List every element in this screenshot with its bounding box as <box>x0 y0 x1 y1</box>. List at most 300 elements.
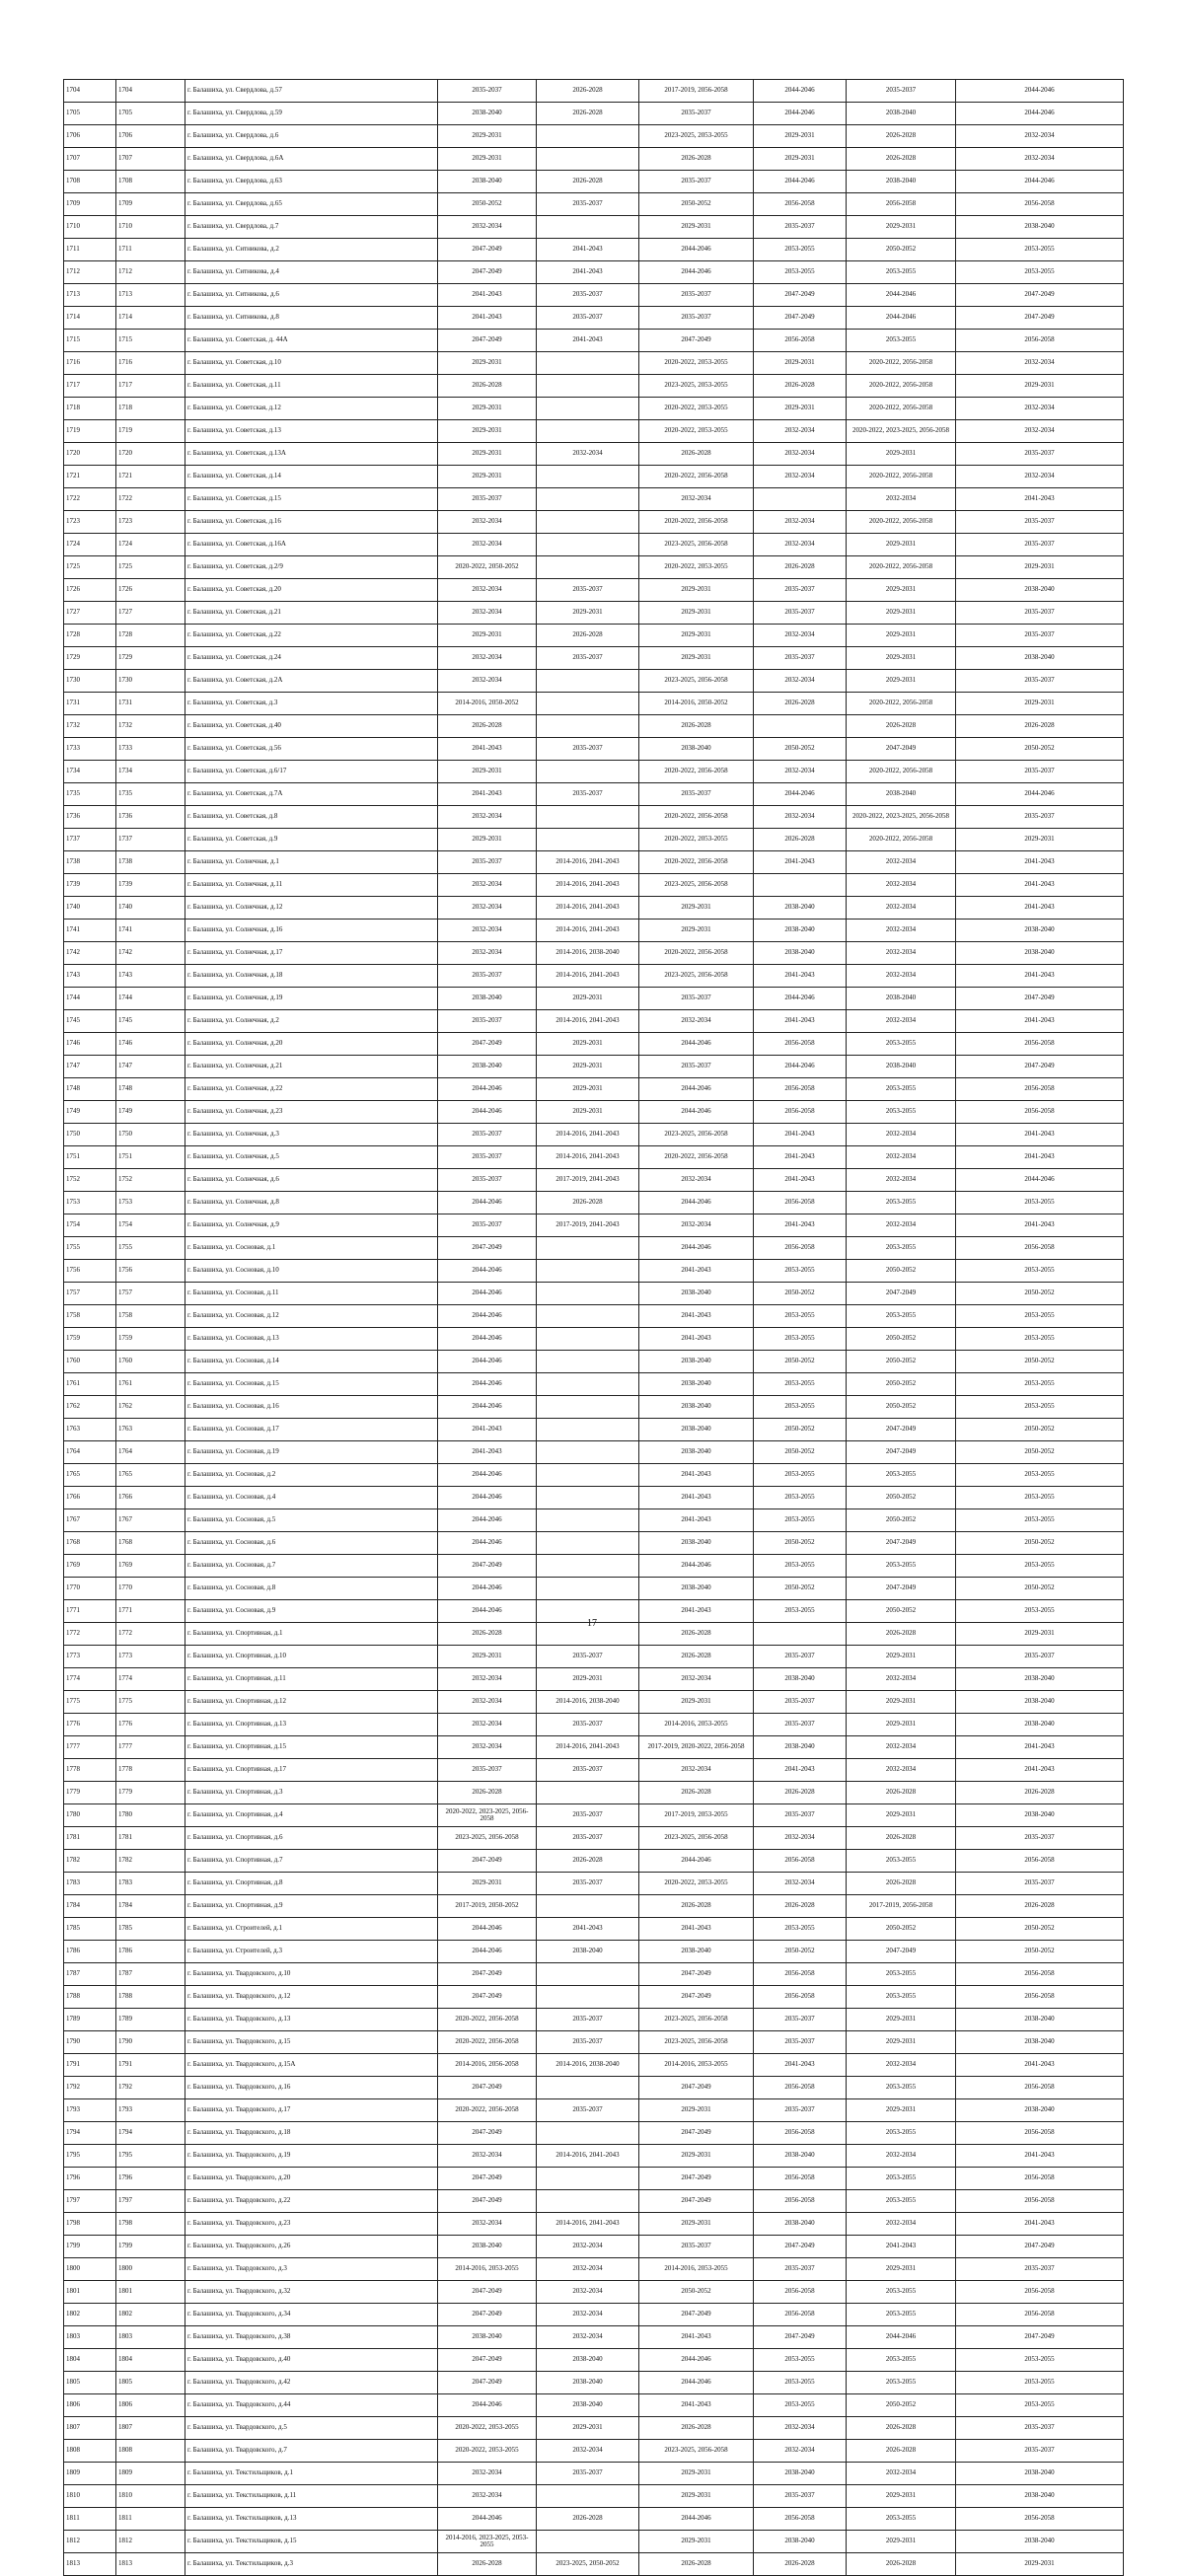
row-number-cell: 1749 <box>64 1101 116 1124</box>
address-cell: г. Балашиха, ул. Сосновая, д.16 <box>185 1396 438 1419</box>
period-cell-6: 2035-2037 <box>956 1873 1124 1895</box>
period-cell-6: 2056-2058 <box>956 2304 1124 2326</box>
period-cell-2: 2029-2031 <box>537 1078 639 1101</box>
period-cell-6: 2047-2049 <box>956 307 1124 330</box>
period-cell-5: 2053-2055 <box>847 2122 956 2145</box>
period-cell-6: 2053-2055 <box>956 1305 1124 1328</box>
period-cell-4: 2050-2052 <box>754 1578 847 1600</box>
period-cell-2 <box>537 1441 639 1464</box>
period-cell-2: 2035-2037 <box>537 2463 639 2485</box>
period-cell-3: 2029-2031 <box>639 920 754 942</box>
period-cell-1: 2047-2049 <box>438 2077 537 2099</box>
period-cell-1: 2047-2049 <box>438 1986 537 2009</box>
period-cell-4: 2035-2037 <box>754 2485 847 2508</box>
period-cell-2 <box>537 2077 639 2099</box>
period-cell-6: 2035-2037 <box>956 602 1124 625</box>
period-cell-3: 2029-2031 <box>639 2145 754 2168</box>
row-number-cell: 1738 <box>64 851 116 874</box>
period-cell-6: 2041-2043 <box>956 1759 1124 1782</box>
building-id-cell: 1769 <box>116 1555 185 1578</box>
row-number-cell: 1756 <box>64 1260 116 1283</box>
building-id-cell: 1751 <box>116 1146 185 1169</box>
period-cell-2: 2035-2037 <box>537 579 639 602</box>
table-row <box>64 2304 1124 2326</box>
row-number-cell: 1795 <box>64 2145 116 2168</box>
period-cell-3: 2020-2022, 2053-2055 <box>639 352 754 375</box>
address-cell: г. Балашиха, ул. Свердлова, д.59 <box>185 103 438 125</box>
period-cell-5: 2053-2055 <box>847 2372 956 2394</box>
address-cell: г. Балашиха, ул. Твардовского, д.18 <box>185 2122 438 2145</box>
period-cell-5: 2053-2055 <box>847 1555 956 1578</box>
address-cell: г. Балашиха, ул. Сосновая, д.8 <box>185 1578 438 1600</box>
period-cell-1: 2032-2034 <box>438 920 537 942</box>
period-cell-3: 2023-2025, 2056-2058 <box>639 2009 754 2031</box>
period-cell-3: 2029-2031 <box>639 625 754 647</box>
period-cell-1: 2035-2037 <box>438 1010 537 1033</box>
period-cell-2: 2035-2037 <box>537 1827 639 1850</box>
period-cell-5: 2044-2046 <box>847 307 956 330</box>
table-row <box>64 1509 1124 1532</box>
building-id-cell: 1772 <box>116 1623 185 1646</box>
table-row <box>64 239 1124 261</box>
period-cell-2 <box>537 761 639 783</box>
building-id-cell: 1756 <box>116 1260 185 1283</box>
period-cell-4: 2032-2034 <box>754 443 847 466</box>
period-cell-5: 2029-2031 <box>847 2009 956 2031</box>
period-cell-1: 2026-2028 <box>438 1782 537 1804</box>
period-cell-3: 2044-2046 <box>639 1850 754 1873</box>
building-id-cell: 1724 <box>116 534 185 556</box>
period-cell-1: 2029-2031 <box>438 398 537 420</box>
period-cell-1: 2044-2046 <box>438 1578 537 1600</box>
table-row <box>64 2054 1124 2077</box>
period-cell-3: 2044-2046 <box>639 2508 754 2531</box>
period-cell-1: 2032-2034 <box>438 1736 537 1759</box>
table-row <box>64 1056 1124 1078</box>
period-cell-1: 2032-2034 <box>438 806 537 829</box>
period-cell-3: 2020-2022, 2056-2058 <box>639 942 754 965</box>
period-cell-1: 2032-2034 <box>438 511 537 534</box>
table-row <box>64 443 1124 466</box>
building-id-cell: 1757 <box>116 1283 185 1305</box>
period-cell-4: 2056-2058 <box>754 1850 847 1873</box>
table-row <box>64 1578 1124 1600</box>
building-id-cell: 1758 <box>116 1305 185 1328</box>
period-cell-1: 2017-2019, 2050-2052 <box>438 1895 537 1918</box>
period-cell-4: 2038-2040 <box>754 2145 847 2168</box>
period-cell-6: 2029-2031 <box>956 556 1124 579</box>
period-cell-3: 2041-2043 <box>639 1464 754 1487</box>
period-cell-2 <box>537 1237 639 1260</box>
period-cell-1: 2035-2037 <box>438 1124 537 1146</box>
period-cell-6: 2029-2031 <box>956 375 1124 398</box>
row-number-cell: 1770 <box>64 1578 116 1600</box>
period-cell-2: 2026-2028 <box>537 1192 639 1214</box>
period-cell-2: 2035-2037 <box>537 783 639 806</box>
table-row <box>64 1260 1124 1283</box>
period-cell-6: 2050-2052 <box>956 1441 1124 1464</box>
period-cell-3: 2041-2043 <box>639 1487 754 1509</box>
period-cell-6: 2053-2055 <box>956 1555 1124 1578</box>
table-row <box>64 1714 1124 1736</box>
row-number-cell: 1782 <box>64 1850 116 1873</box>
period-cell-6: 2035-2037 <box>956 1827 1124 1850</box>
period-cell-5: 2041-2043 <box>847 2236 956 2258</box>
period-cell-2 <box>537 1487 639 1509</box>
period-cell-1: 2038-2040 <box>438 988 537 1010</box>
period-cell-3: 2020-2022, 2053-2055 <box>639 398 754 420</box>
period-cell-3: 2032-2034 <box>639 1214 754 1237</box>
period-cell-1: 2029-2031 <box>438 829 537 851</box>
period-cell-6: 2053-2055 <box>956 1260 1124 1283</box>
period-cell-4: 2050-2052 <box>754 1419 847 1441</box>
period-cell-1: 2044-2046 <box>438 1487 537 1509</box>
table-row <box>64 1804 1124 1827</box>
period-cell-6: 2035-2037 <box>956 806 1124 829</box>
period-cell-5: 2050-2052 <box>847 1487 956 1509</box>
period-cell-4: 2035-2037 <box>754 2099 847 2122</box>
period-cell-2 <box>537 1351 639 1373</box>
period-cell-5: 2053-2055 <box>847 1986 956 2009</box>
building-id-cell: 1765 <box>116 1464 185 1487</box>
row-number-cell: 1779 <box>64 1782 116 1804</box>
period-cell-6: 2032-2034 <box>956 420 1124 443</box>
period-cell-5: 2053-2055 <box>847 2281 956 2304</box>
row-number-cell: 1708 <box>64 171 116 193</box>
table-row <box>64 284 1124 307</box>
period-cell-5: 2056-2058 <box>847 193 956 216</box>
period-cell-5: 2047-2049 <box>847 1578 956 1600</box>
period-cell-5: 2032-2034 <box>847 965 956 988</box>
address-cell: г. Балашиха, ул. Советская, д. 44А <box>185 330 438 352</box>
table-row <box>64 534 1124 556</box>
address-cell: г. Балашиха, ул. Сосновая, д.10 <box>185 1260 438 1283</box>
period-cell-1: 2032-2034 <box>438 670 537 693</box>
period-cell-4: 2050-2052 <box>754 738 847 761</box>
period-cell-3: 2029-2031 <box>639 579 754 602</box>
period-cell-2 <box>537 715 639 738</box>
period-cell-4: 2035-2037 <box>754 1804 847 1827</box>
period-cell-4: 2050-2052 <box>754 1441 847 1464</box>
period-cell-2: 2014-2016, 2041-2043 <box>537 920 639 942</box>
period-cell-1: 2047-2049 <box>438 330 537 352</box>
address-cell: г. Балашиха, ул. Сосновая, д.19 <box>185 1441 438 1464</box>
table-row <box>64 874 1124 897</box>
address-cell: г. Балашиха, ул. Спортивная, д.8 <box>185 1873 438 1895</box>
period-cell-6: 2032-2034 <box>956 466 1124 488</box>
period-cell-2 <box>537 1782 639 1804</box>
period-cell-2: 2026-2028 <box>537 103 639 125</box>
table-row <box>64 2417 1124 2440</box>
period-cell-6: 2038-2040 <box>956 2009 1124 2031</box>
period-cell-1: 2047-2049 <box>438 2281 537 2304</box>
building-id-cell: 1794 <box>116 2122 185 2145</box>
period-cell-1: 2032-2034 <box>438 1691 537 1714</box>
period-cell-5: 2029-2031 <box>847 2531 956 2553</box>
address-cell: г. Балашиха, ул. Твардовского, д.32 <box>185 2281 438 2304</box>
building-id-cell: 1747 <box>116 1056 185 1078</box>
period-cell-3: 2050-2052 <box>639 193 754 216</box>
period-cell-2 <box>537 693 639 715</box>
period-cell-2: 2041-2043 <box>537 1918 639 1941</box>
period-cell-5: 2026-2028 <box>847 1623 956 1646</box>
building-id-cell: 1803 <box>116 2326 185 2349</box>
period-cell-1: 2044-2046 <box>438 1305 537 1328</box>
period-cell-3: 2023-2025, 2056-2058 <box>639 534 754 556</box>
period-cell-5: 2050-2052 <box>847 239 956 261</box>
period-cell-1: 2032-2034 <box>438 874 537 897</box>
period-cell-4: 2053-2055 <box>754 1600 847 1623</box>
period-cell-5: 2029-2031 <box>847 2099 956 2122</box>
table-row <box>64 693 1124 715</box>
period-cell-6: 2038-2040 <box>956 2463 1124 2485</box>
row-number-cell: 1765 <box>64 1464 116 1487</box>
period-cell-5: 2053-2055 <box>847 1237 956 1260</box>
building-id-cell: 1763 <box>116 1419 185 1441</box>
period-cell-1: 2029-2031 <box>438 420 537 443</box>
address-cell: г. Балашиха, ул. Свердлова, д.57 <box>185 80 438 103</box>
row-number-cell: 1712 <box>64 261 116 284</box>
period-cell-5: 2020-2022, 2056-2058 <box>847 829 956 851</box>
period-cell-2 <box>537 488 639 511</box>
building-id-cell: 1739 <box>116 874 185 897</box>
address-cell: г. Балашиха, ул. Советская, д.9 <box>185 829 438 851</box>
address-cell: г. Балашиха, ул. Солнечная, д.2 <box>185 1010 438 1033</box>
row-number-cell: 1733 <box>64 738 116 761</box>
period-cell-4: 2032-2034 <box>754 420 847 443</box>
address-cell: г. Балашиха, ул. Текстильщиков, д.15 <box>185 2531 438 2553</box>
period-cell-1: 2044-2046 <box>438 1918 537 1941</box>
period-cell-2 <box>537 1328 639 1351</box>
building-id-cell: 1766 <box>116 1487 185 1509</box>
period-cell-5: 2029-2031 <box>847 1714 956 1736</box>
period-cell-5: 2032-2034 <box>847 1668 956 1691</box>
period-cell-1: 2035-2037 <box>438 965 537 988</box>
period-cell-1: 2029-2031 <box>438 466 537 488</box>
address-cell: г. Балашиха, ул. Советская, д.7А <box>185 783 438 806</box>
period-cell-3: 2038-2040 <box>639 1532 754 1555</box>
building-id-cell: 1806 <box>116 2394 185 2417</box>
period-cell-4: 2047-2049 <box>754 307 847 330</box>
address-cell: г. Балашиха, ул. Советская, д.13 <box>185 420 438 443</box>
period-cell-1: 2047-2049 <box>438 1963 537 1986</box>
period-cell-1: 2029-2031 <box>438 761 537 783</box>
period-cell-4: 2041-2043 <box>754 1124 847 1146</box>
period-cell-4: 2044-2046 <box>754 171 847 193</box>
period-cell-2: 2035-2037 <box>537 284 639 307</box>
period-cell-4: 2056-2058 <box>754 2077 847 2099</box>
period-cell-6: 2056-2058 <box>956 1101 1124 1124</box>
building-id-cell: 1741 <box>116 920 185 942</box>
row-number-cell: 1809 <box>64 2463 116 2485</box>
period-cell-6: 2053-2055 <box>956 1509 1124 1532</box>
period-cell-3: 2017-2019, 2056-2058 <box>639 80 754 103</box>
building-id-cell: 1767 <box>116 1509 185 1532</box>
table-row <box>64 375 1124 398</box>
period-cell-5: 2050-2052 <box>847 2394 956 2417</box>
period-cell-3: 2014-2016, 2050-2052 <box>639 693 754 715</box>
period-cell-2: 2014-2016, 2038-2040 <box>537 2054 639 2077</box>
table-row <box>64 1782 1124 1804</box>
address-cell: г. Балашиха, ул. Текстильщиков, д.3 <box>185 2553 438 2576</box>
period-cell-1: 2041-2043 <box>438 1419 537 1441</box>
period-cell-6: 2056-2058 <box>956 2077 1124 2099</box>
period-cell-1: 2047-2049 <box>438 1033 537 1056</box>
period-cell-4: 2056-2058 <box>754 1033 847 1056</box>
period-cell-4: 2026-2028 <box>754 693 847 715</box>
period-cell-5: 2053-2055 <box>847 1963 956 1986</box>
period-cell-1: 2041-2043 <box>438 1441 537 1464</box>
table-row <box>64 171 1124 193</box>
period-cell-1: 2044-2046 <box>438 1283 537 1305</box>
row-number-cell: 1803 <box>64 2326 116 2349</box>
period-cell-3: 2029-2031 <box>639 2463 754 2485</box>
row-number-cell: 1705 <box>64 103 116 125</box>
period-cell-3: 2035-2037 <box>639 2236 754 2258</box>
row-number-cell: 1785 <box>64 1918 116 1941</box>
period-cell-3: 2029-2031 <box>639 216 754 239</box>
building-id-cell: 1713 <box>116 284 185 307</box>
period-cell-1: 2047-2049 <box>438 2190 537 2213</box>
period-cell-3: 2026-2028 <box>639 1895 754 1918</box>
row-number-cell: 1751 <box>64 1146 116 1169</box>
address-cell: г. Балашиха, ул. Солнечная, д.1 <box>185 851 438 874</box>
address-cell: г. Балашиха, ул. Твардовского, д.10 <box>185 1963 438 1986</box>
row-number-cell: 1807 <box>64 2417 116 2440</box>
building-id-cell: 1753 <box>116 1192 185 1214</box>
period-cell-4: 2032-2034 <box>754 1873 847 1895</box>
table-row <box>64 851 1124 874</box>
period-cell-2: 2029-2031 <box>537 2417 639 2440</box>
address-cell: г. Балашиха, ул. Советская, д.16А <box>185 534 438 556</box>
period-cell-6: 2038-2040 <box>956 942 1124 965</box>
period-cell-1: 2041-2043 <box>438 783 537 806</box>
period-cell-5: 2050-2052 <box>847 1373 956 1396</box>
period-cell-1: 2041-2043 <box>438 284 537 307</box>
period-cell-2: 2035-2037 <box>537 1804 639 1827</box>
row-number-cell: 1709 <box>64 193 116 216</box>
table-row <box>64 1033 1124 1056</box>
period-cell-3: 2044-2046 <box>639 1033 754 1056</box>
period-cell-5: 2050-2052 <box>847 1328 956 1351</box>
period-cell-5: 2029-2031 <box>847 443 956 466</box>
row-number-cell: 1755 <box>64 1237 116 1260</box>
period-cell-1: 2038-2040 <box>438 103 537 125</box>
period-cell-3: 2026-2028 <box>639 1782 754 1804</box>
period-cell-5: 2053-2055 <box>847 1850 956 1873</box>
building-id-cell: 1744 <box>116 988 185 1010</box>
period-cell-5: 2029-2031 <box>847 2258 956 2281</box>
period-cell-1: 2020-2022, 2053-2055 <box>438 2417 537 2440</box>
building-id-cell: 1764 <box>116 1441 185 1464</box>
period-cell-2: 2041-2043 <box>537 239 639 261</box>
period-cell-3: 2029-2031 <box>639 2485 754 2508</box>
building-id-cell: 1807 <box>116 2417 185 2440</box>
building-id-cell: 1736 <box>116 806 185 829</box>
period-cell-4: 2050-2052 <box>754 1532 847 1555</box>
address-cell: г. Балашиха, ул. Твардовского, д.15А <box>185 2054 438 2077</box>
building-id-cell: 1760 <box>116 1351 185 1373</box>
period-cell-6: 2026-2028 <box>956 715 1124 738</box>
address-cell: г. Балашиха, ул. Солнечная, д.8 <box>185 1192 438 1214</box>
period-cell-4: 2029-2031 <box>754 398 847 420</box>
page-number: 17 <box>587 1618 597 1629</box>
period-cell-4: 2035-2037 <box>754 1646 847 1668</box>
table-row <box>64 398 1124 420</box>
period-cell-4: 2032-2034 <box>754 2417 847 2440</box>
building-id-cell: 1771 <box>116 1600 185 1623</box>
period-cell-1: 2032-2034 <box>438 2213 537 2236</box>
period-cell-4 <box>754 874 847 897</box>
building-id-cell: 1749 <box>116 1101 185 1124</box>
period-cell-3: 2020-2022, 2056-2058 <box>639 806 754 829</box>
period-cell-2 <box>537 534 639 556</box>
period-cell-4: 2056-2058 <box>754 2168 847 2190</box>
table-row <box>64 988 1124 1010</box>
row-number-cell: 1806 <box>64 2394 116 2417</box>
period-cell-6: 2044-2046 <box>956 103 1124 125</box>
period-cell-5: 2032-2034 <box>847 1759 956 1782</box>
building-id-cell: 1746 <box>116 1033 185 1056</box>
period-cell-3: 2026-2028 <box>639 715 754 738</box>
period-cell-3: 2023-2025, 2056-2058 <box>639 874 754 897</box>
building-id-cell: 1759 <box>116 1328 185 1351</box>
row-number-cell: 1720 <box>64 443 116 466</box>
period-cell-1: 2029-2031 <box>438 1646 537 1668</box>
address-cell: г. Балашиха, ул. Солнечная, д.22 <box>185 1078 438 1101</box>
period-cell-1: 2020-2022, 2056-2058 <box>438 2009 537 2031</box>
period-cell-4: 2056-2058 <box>754 2281 847 2304</box>
period-cell-2: 2035-2037 <box>537 1714 639 1736</box>
row-number-cell: 1796 <box>64 2168 116 2190</box>
row-number-cell: 1772 <box>64 1623 116 1646</box>
period-cell-1: 2029-2031 <box>438 125 537 148</box>
building-id-cell: 1731 <box>116 693 185 715</box>
row-number-cell: 1717 <box>64 375 116 398</box>
address-cell: г. Балашиха, ул. Спортивная, д.4 <box>185 1804 438 1827</box>
period-cell-5: 2053-2055 <box>847 1078 956 1101</box>
building-id-cell: 1754 <box>116 1214 185 1237</box>
period-cell-3: 2044-2046 <box>639 2349 754 2372</box>
row-number-cell: 1771 <box>64 1600 116 1623</box>
period-cell-6: 2056-2058 <box>956 1986 1124 2009</box>
period-cell-3: 2029-2031 <box>639 2099 754 2122</box>
period-cell-3: 2044-2046 <box>639 1237 754 1260</box>
row-number-cell: 1716 <box>64 352 116 375</box>
period-cell-3: 2047-2049 <box>639 1963 754 1986</box>
building-id-cell: 1811 <box>116 2508 185 2531</box>
period-cell-3: 2020-2022, 2056-2058 <box>639 851 754 874</box>
period-cell-4: 2041-2043 <box>754 2054 847 2077</box>
address-cell: г. Балашиха, ул. Спортивная, д.9 <box>185 1895 438 1918</box>
table-row <box>64 466 1124 488</box>
table-row <box>64 1464 1124 1487</box>
period-cell-5: 2029-2031 <box>847 2485 956 2508</box>
row-number-cell: 1732 <box>64 715 116 738</box>
row-number-cell: 1744 <box>64 988 116 1010</box>
period-cell-6: 2035-2037 <box>956 761 1124 783</box>
period-cell-6: 2035-2037 <box>956 1646 1124 1668</box>
table-row <box>64 125 1124 148</box>
period-cell-2: 2032-2034 <box>537 2440 639 2463</box>
row-number-cell: 1805 <box>64 2372 116 2394</box>
table-row <box>64 1419 1124 1441</box>
row-number-cell: 1783 <box>64 1873 116 1895</box>
row-number-cell: 1745 <box>64 1010 116 1033</box>
period-cell-4: 2056-2058 <box>754 1963 847 1986</box>
period-cell-6: 2035-2037 <box>956 2417 1124 2440</box>
row-number-cell: 1810 <box>64 2485 116 2508</box>
